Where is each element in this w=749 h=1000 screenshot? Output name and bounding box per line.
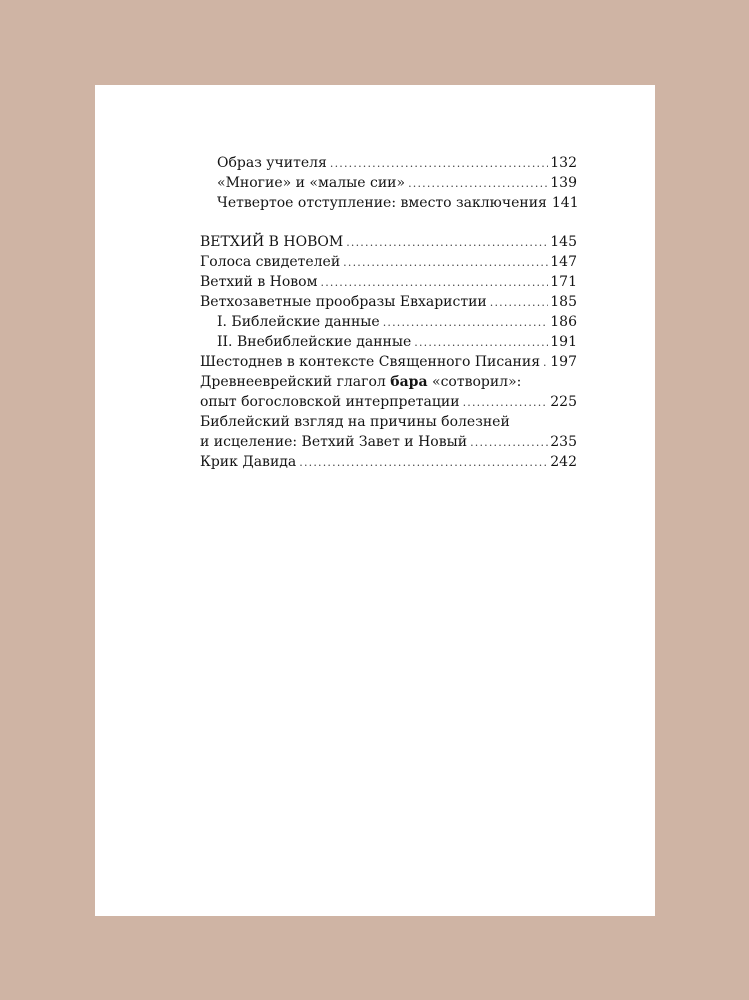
toc-entry-page: 191 bbox=[550, 334, 577, 350]
toc-entry-title: ВЕТХИЙ В НОВОМ bbox=[200, 234, 344, 250]
toc-entry-title: опыт богословской интерпретации bbox=[200, 394, 460, 410]
toc-entry bbox=[200, 332, 577, 352]
book-page bbox=[95, 85, 655, 916]
toc-entry bbox=[200, 292, 577, 312]
toc-entry-title: Библейский взгляд на причины болезней bbox=[200, 414, 510, 430]
toc-entry-page: 242 bbox=[550, 454, 577, 470]
toc-leader-dots bbox=[299, 453, 548, 473]
toc-entry bbox=[200, 153, 577, 173]
toc-entry-page: 145 bbox=[550, 234, 577, 250]
toc-entry-title: Голоса свидетелей bbox=[200, 254, 341, 270]
toc-entry-title: Шестоднев в контексте Священного Писания bbox=[200, 354, 541, 370]
toc-leader-dots bbox=[543, 353, 548, 373]
toc-entry-page: 132 bbox=[550, 155, 577, 171]
toc-entry-title: Крик Давида bbox=[200, 454, 297, 470]
toc-leader-dots bbox=[408, 174, 548, 194]
toc-section-heading bbox=[200, 232, 577, 252]
toc-entry bbox=[200, 272, 577, 292]
toc-leader-dots bbox=[321, 273, 549, 293]
toc-entry bbox=[200, 352, 577, 372]
toc-entry-page: 235 bbox=[550, 434, 577, 450]
toc-leader-dots bbox=[490, 293, 549, 313]
toc-entry-title bbox=[200, 372, 577, 392]
toc-entry-page: 147 bbox=[550, 254, 577, 270]
toc-entry-page: 171 bbox=[550, 274, 577, 290]
toc-entry-title: I. Библейские данные bbox=[217, 314, 380, 330]
toc-entry-page: 141 bbox=[551, 195, 579, 211]
table-of-contents bbox=[200, 153, 577, 472]
toc-entry-page: 185 bbox=[550, 294, 577, 310]
toc-leader-dots bbox=[346, 233, 548, 253]
toc-entry bbox=[200, 312, 577, 332]
toc-leader-dots bbox=[414, 333, 548, 353]
toc-entry-page: 139 bbox=[550, 175, 577, 191]
toc-leader-dots bbox=[463, 393, 549, 413]
toc-entry-title: Ветхий в Новом bbox=[200, 274, 318, 290]
toc-entry-first-line bbox=[200, 412, 577, 432]
toc-entry-continuation bbox=[200, 392, 577, 412]
toc-entry-page: 186 bbox=[550, 314, 577, 330]
toc-entry-title: II. Внебиблейские данные bbox=[217, 334, 412, 350]
toc-title-bold-word: бара bbox=[390, 374, 428, 390]
toc-leader-dots bbox=[470, 433, 548, 453]
toc-entry-title: Четвертое отступление: вместо заключения bbox=[217, 195, 547, 211]
toc-leader-dots bbox=[343, 253, 548, 273]
toc-entry bbox=[200, 173, 577, 193]
toc-leader-dots bbox=[383, 313, 549, 333]
toc-entry bbox=[200, 193, 577, 213]
toc-title-part: Древнееврейский глагол bbox=[200, 374, 391, 390]
toc-entry-continuation bbox=[200, 432, 577, 452]
toc-entry-first-line bbox=[200, 372, 577, 392]
toc-title-part: «сотворил»: bbox=[427, 374, 522, 390]
toc-entry-title: Образ учителя bbox=[217, 155, 327, 171]
toc-entry-page: 225 bbox=[550, 394, 577, 410]
toc-entry-page: 197 bbox=[550, 354, 577, 370]
toc-entry-title: и исцеление: Ветхий Завет и Новый bbox=[200, 434, 468, 450]
toc-entry bbox=[200, 452, 577, 472]
toc-entry-title: «Многие» и «малые сии» bbox=[217, 175, 406, 191]
toc-entry bbox=[200, 252, 577, 272]
toc-entry-title: Ветхозаветные прообразы Евхаристии bbox=[200, 294, 487, 310]
toc-leader-dots bbox=[330, 154, 548, 174]
